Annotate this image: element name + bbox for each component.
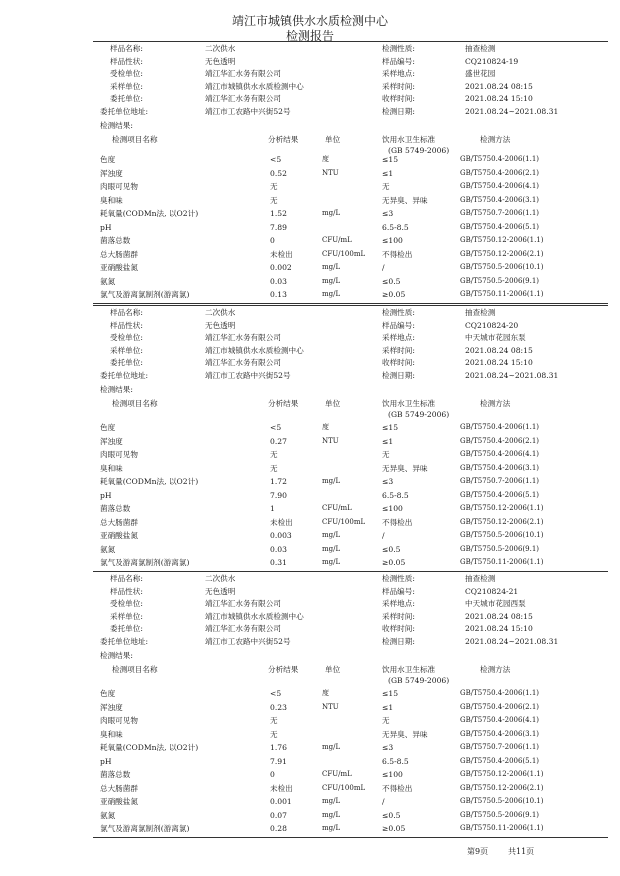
item-unit: NTU [322,168,339,177]
report-bottom-rule [93,303,608,304]
item-result: 0.001 [270,797,292,806]
sampling-site-value: 盛世花园 [465,69,496,78]
item-unit: mg/L [322,290,341,298]
client-value: 靖江华汇水务有限公司 [205,599,281,608]
item-name: 菌落总数 [100,770,131,779]
item-unit: mg/L [322,263,341,271]
item-method: GB/T5750.4-2006(2.1) [460,702,540,711]
column-header-result: 分析结果 [268,665,299,674]
item-standard: ≥0.05 [382,558,406,567]
report-top-rule [93,41,608,42]
sample-property-value: 无色透明 [205,56,236,66]
item-standard: 无 [382,182,390,191]
client-label: 受检单位: [110,599,143,608]
receipt-time-value: 2021.08.24 15:10 [465,94,533,103]
sampler-value: 靖江市城镇供水水质检测中心 [205,611,304,621]
sample-name-value: 二次供水 [205,44,236,53]
item-method: GB/T5750.11-2006(1.1) [460,290,544,298]
sample-property-value: 无色透明 [205,320,236,330]
item-result: 无 [270,463,278,473]
item-result: 0.31 [270,558,287,567]
item-name: 臭和味 [100,195,123,205]
item-method: GB/T5750.5-2006(10.1) [460,263,544,271]
item-standard: 不得检出 [382,249,413,259]
inspection-type-label: 检测性质: [382,44,415,53]
item-name: 亚硝酸盐氮 [100,797,138,806]
client-value: 靖江华汇水务有限公司 [205,69,281,78]
item-result: 无 [270,195,278,205]
inspection-date-value: 2021.08.24~2021.08.31 [465,106,559,116]
item-result: 1.52 [270,209,287,218]
item-name: 菌落总数 [100,236,131,245]
item-name: 肉眼可见物 [100,716,138,725]
item-result: 无 [270,716,278,725]
sampling-time-label: 采样时间: [382,81,415,91]
item-result: 0.52 [270,168,287,178]
delegator-address-value: 靖江市工农路中兴街52号 [205,370,291,380]
item-unit: CFU/mL [322,236,352,244]
item-result: 0.03 [270,544,287,554]
item-unit: mg/L [322,810,341,819]
item-standard: 不得检出 [382,783,413,793]
item-method: GB/T5750.4-2006(5.1) [460,756,540,765]
sample-no-label: 样品编号: [382,56,415,66]
item-standard: ≤15 [382,689,399,698]
column-header-method: 检测方法 [480,399,511,408]
delegator-label: 委托单位: [110,94,143,103]
item-unit: mg/L [322,743,341,751]
item-name: 浑浊度 [100,436,123,446]
column-header-result: 分析结果 [268,135,299,144]
item-standard: 无异臭、异味 [382,195,428,205]
item-name: 菌落总数 [100,504,131,513]
item-name: 臭和味 [100,463,123,473]
item-result: 1.72 [270,477,287,486]
item-name: 氨氮 [100,810,116,820]
sampler-value: 靖江市城镇供水水质检测中心 [205,345,304,355]
item-method: GB/T5750.4-2006(2.1) [460,168,540,177]
item-method: GB/T5750.12-2006(1.1) [460,770,544,778]
item-method: GB/T5750.4-2006(3.1) [460,195,540,204]
item-method: GB/T5750.4-2006(5.1) [460,490,540,499]
item-result: 0.002 [270,263,292,272]
sample-no-label: 样品编号: [382,320,415,330]
item-standard: ≤15 [382,155,399,164]
sample-name-label: 样品名称: [110,574,143,583]
sampler-value: 靖江市城镇供水水质检测中心 [205,81,304,91]
sample-no-value: CQ210824-19 [465,56,519,66]
inspection-date-value: 2021.08.24~2021.08.31 [465,636,559,646]
item-name: 臭和味 [100,729,123,739]
delegator-address-label: 委托单位地址: [100,636,149,646]
item-standard: 不得检出 [382,517,413,527]
item-standard: ≤1 [382,168,394,178]
item-name: 肉眼可见物 [100,450,138,459]
column-header-result: 分析结果 [268,399,299,408]
item-method: GB/T5750.4-2006(1.1) [460,423,540,431]
item-method: GB/T5750.5-2006(9.1) [460,810,540,819]
receipt-time-label: 收样时间: [382,358,415,367]
item-result: 7.90 [270,490,287,500]
item-unit: mg/L [322,558,341,566]
item-method: GB/T5750.12-2006(2.1) [460,249,544,258]
delegator-label: 委托单位: [110,624,143,633]
item-standard: 无异臭、异味 [382,729,428,739]
item-method: GB/T5750.7-2006(1.1) [460,477,540,485]
item-standard: 6.5-8.5 [382,756,409,766]
item-name: 氯气及游离氯制剂(游离氯) [100,290,190,299]
item-standard: 无异臭、异味 [382,463,428,473]
item-standard: 6.5-8.5 [382,490,409,500]
sample-no-label: 样品编号: [382,586,415,596]
report-top-rule [93,571,608,572]
inspection-type-value: 抽查检测 [465,308,496,317]
item-result: 7.89 [270,222,287,232]
receipt-time-value: 2021.08.24 15:10 [465,358,533,367]
item-unit: mg/L [322,209,341,217]
item-name: 总大肠菌群 [100,517,138,527]
item-result: 无 [270,450,278,459]
sampler-label: 采样单位: [110,345,143,355]
sample-name-value: 二次供水 [205,574,236,583]
page-title: 靖江市城镇供水水质检测中心 [231,14,388,28]
item-standard: 无 [382,716,390,725]
item-result: 未检出 [270,517,293,527]
item-result: <5 [270,155,282,164]
client-label: 受检单位: [110,333,143,342]
column-header-standard-code: (GB 5749-2006) [388,410,450,419]
item-name: pH [100,222,112,232]
item-result: 0.13 [270,290,287,299]
item-result: 未检出 [270,783,293,793]
sampling-time-label: 采样时间: [382,345,415,355]
item-standard: / [382,531,385,540]
item-method: GB/T5750.4-2006(4.1) [460,182,540,190]
delegator-value: 靖江华汇水务有限公司 [205,358,281,367]
item-standard: ≤100 [382,504,403,513]
item-method: GB/T5750.4-2006(1.1) [460,155,540,163]
item-unit: NTU [322,702,339,711]
item-standard: ≤100 [382,770,403,779]
item-standard: ≤3 [382,743,394,752]
item-unit: 度 [322,423,329,431]
item-result: <5 [270,423,282,432]
sample-property-label: 样品性状: [110,320,143,330]
item-result: 未检出 [270,249,293,259]
item-unit: mg/L [322,276,341,285]
item-standard: / [382,263,385,272]
item-name: 亚硝酸盐氮 [100,263,138,272]
item-result: 0 [270,236,275,245]
item-name: 色度 [100,423,116,432]
client-value: 靖江华汇水务有限公司 [205,333,281,342]
inspection-date-label: 检测日期: [382,636,415,646]
item-method: GB/T5750.11-2006(1.1) [460,558,544,566]
item-method: GB/T5750.4-2006(1.1) [460,689,540,697]
item-name: pH [100,756,112,766]
item-standard: ≤0.5 [382,544,401,554]
item-method: GB/T5750.5-2006(9.1) [460,276,540,285]
inspection-type-label: 检测性质: [382,308,415,317]
footer-page-number: 第9页 [467,847,489,856]
item-unit: CFU/100mL [322,517,366,526]
column-header-item: 检测项目名称 [112,665,158,674]
delegator-address-label: 委托单位地址: [100,106,149,116]
sampling-time-value: 2021.08.24 08:15 [465,345,533,355]
column-header-unit: 单位 [325,135,341,144]
item-standard: ≤3 [382,477,394,486]
item-name: 色度 [100,155,116,164]
item-name: 浑浊度 [100,702,123,712]
report-top-rule [93,305,608,306]
item-method: GB/T5750.4-2006(2.1) [460,436,540,445]
item-method: GB/T5750.12-2006(1.1) [460,504,544,512]
item-name: 亚硝酸盐氮 [100,531,138,540]
receipt-time-label: 收样时间: [382,624,415,633]
delegator-label: 委托单位: [110,358,143,367]
sampling-time-value: 2021.08.24 08:15 [465,611,533,621]
item-result: 0.003 [270,531,292,540]
receipt-time-label: 收样时间: [382,94,415,103]
sampling-time-value: 2021.08.24 08:15 [465,81,533,91]
item-result: 无 [270,182,278,191]
item-standard: ≤0.5 [382,810,401,820]
item-unit: 度 [322,689,329,697]
inspection-date-label: 检测日期: [382,106,415,116]
sample-no-value: CQ210824-20 [465,320,519,330]
item-method: GB/T5750.11-2006(1.1) [460,824,544,832]
sample-property-value: 无色透明 [205,586,236,596]
results-label: 检测结果: [100,385,133,394]
item-method: GB/T5750.7-2006(1.1) [460,209,540,217]
page-subtitle: 检测报告 [285,29,334,43]
sample-name-value: 二次供水 [205,308,236,317]
client-label: 受检单位: [110,69,143,78]
inspection-type-value: 抽查检测 [465,44,496,53]
column-header-method: 检测方法 [480,665,511,674]
item-name: 耗氧量(CODMn法, 以O2计) [100,477,199,486]
inspection-type-value: 抽查检测 [465,574,496,583]
inspection-date-label: 检测日期: [382,370,415,380]
item-method: GB/T5750.4-2006(5.1) [460,222,540,231]
item-result: 0.28 [270,824,287,833]
results-label: 检测结果: [100,651,133,660]
item-standard: 6.5-8.5 [382,222,409,232]
item-standard: 无 [382,450,390,459]
item-name: 色度 [100,689,116,698]
item-name: pH [100,490,112,500]
sampler-label: 采样单位: [110,81,143,91]
inspection-date-value: 2021.08.24~2021.08.31 [465,370,559,380]
item-unit: CFU/mL [322,770,352,778]
item-result: 7.91 [270,756,287,766]
item-unit: mg/L [322,477,341,485]
sampling-site-label: 采样地点: [382,69,415,78]
item-name: 总大肠菌群 [100,249,138,259]
item-result: 1 [270,504,275,513]
item-method: GB/T5750.4-2006(3.1) [460,463,540,472]
item-unit: mg/L [322,544,341,553]
delegator-address-label: 委托单位地址: [100,370,149,380]
column-header-method: 检测方法 [480,135,511,144]
item-standard: ≤15 [382,423,399,432]
column-header-standard: 饮用水卫生标准 [382,399,436,408]
sampling-time-label: 采样时间: [382,611,415,621]
sampling-site-label: 采样地点: [382,599,415,608]
sample-name-label: 样品名称: [110,44,143,53]
item-result: <5 [270,689,282,698]
item-unit: CFU/100mL [322,249,366,258]
item-method: GB/T5750.5-2006(10.1) [460,531,544,539]
item-result: 无 [270,729,278,739]
sample-property-label: 样品性状: [110,56,143,66]
item-unit: mg/L [322,531,341,539]
sample-property-label: 样品性状: [110,586,143,596]
sampling-site-value: 中天城市花园西泵 [465,599,526,608]
item-result: 1.76 [270,743,287,752]
sample-name-label: 样品名称: [110,308,143,317]
item-standard: ≤100 [382,236,403,245]
sampling-site-value: 中天城市花园东泵 [465,333,526,342]
delegator-address-value: 靖江市工农路中兴街52号 [205,636,291,646]
item-unit: NTU [322,436,339,445]
item-unit: mg/L [322,797,341,805]
item-unit: 度 [322,155,329,163]
item-name: 耗氧量(CODMn法, 以O2计) [100,743,199,752]
column-header-unit: 单位 [325,399,341,408]
item-method: GB/T5750.4-2006(3.1) [460,729,540,738]
item-method: GB/T5750.12-2006(2.1) [460,783,544,792]
item-standard: ≤3 [382,209,394,218]
item-standard: ≥0.05 [382,290,406,299]
column-header-standard: 饮用水卫生标准 [382,665,436,674]
item-result: 0.07 [270,810,287,820]
item-name: 氨氮 [100,276,116,286]
report-bottom-rule [93,837,608,838]
sample-no-value: CQ210824-21 [465,586,519,596]
inspection-type-label: 检测性质: [382,574,415,583]
delegator-address-value: 靖江市工农路中兴街52号 [205,106,291,116]
item-unit: mg/L [322,824,341,832]
item-standard: ≤1 [382,436,394,446]
item-standard: ≤1 [382,702,394,712]
item-name: 总大肠菌群 [100,783,138,793]
item-name: 氯气及游离氯制剂(游离氯) [100,558,190,567]
item-standard: ≤0.5 [382,276,401,286]
item-method: GB/T5750.5-2006(9.1) [460,544,540,553]
item-result: 0 [270,770,275,779]
delegator-value: 靖江华汇水务有限公司 [205,624,281,633]
item-method: GB/T5750.5-2006(10.1) [460,797,544,805]
receipt-time-value: 2021.08.24 15:10 [465,624,533,633]
sampling-site-label: 采样地点: [382,333,415,342]
item-standard: / [382,797,385,806]
column-header-item: 检测项目名称 [112,135,158,144]
item-unit: CFU/mL [322,504,352,512]
item-name: 氨氮 [100,544,116,554]
item-method: GB/T5750.7-2006(1.1) [460,743,540,751]
item-unit: CFU/100mL [322,783,366,792]
column-header-unit: 单位 [325,665,341,674]
item-standard: ≥0.05 [382,824,406,833]
item-method: GB/T5750.4-2006(4.1) [460,716,540,724]
column-header-standard: 饮用水卫生标准 [382,135,436,144]
item-method: GB/T5750.12-2006(1.1) [460,236,544,244]
item-name: 氯气及游离氯制剂(游离氯) [100,824,190,833]
item-name: 耗氧量(CODMn法, 以O2计) [100,209,199,218]
column-header-standard-code: (GB 5749-2006) [388,146,450,155]
item-result: 0.23 [270,702,287,712]
item-method: GB/T5750.12-2006(2.1) [460,517,544,526]
item-result: 0.27 [270,436,287,446]
sampler-label: 采样单位: [110,611,143,621]
footer-page-total: 共11页 [508,847,535,856]
item-result: 0.03 [270,276,287,286]
item-name: 浑浊度 [100,168,123,178]
item-name: 肉眼可见物 [100,182,138,191]
column-header-standard-code: (GB 5749-2006) [388,676,450,685]
item-method: GB/T5750.4-2006(4.1) [460,450,540,458]
results-label: 检测结果: [100,121,133,130]
delegator-value: 靖江华汇水务有限公司 [205,94,281,103]
column-header-item: 检测项目名称 [112,399,158,408]
